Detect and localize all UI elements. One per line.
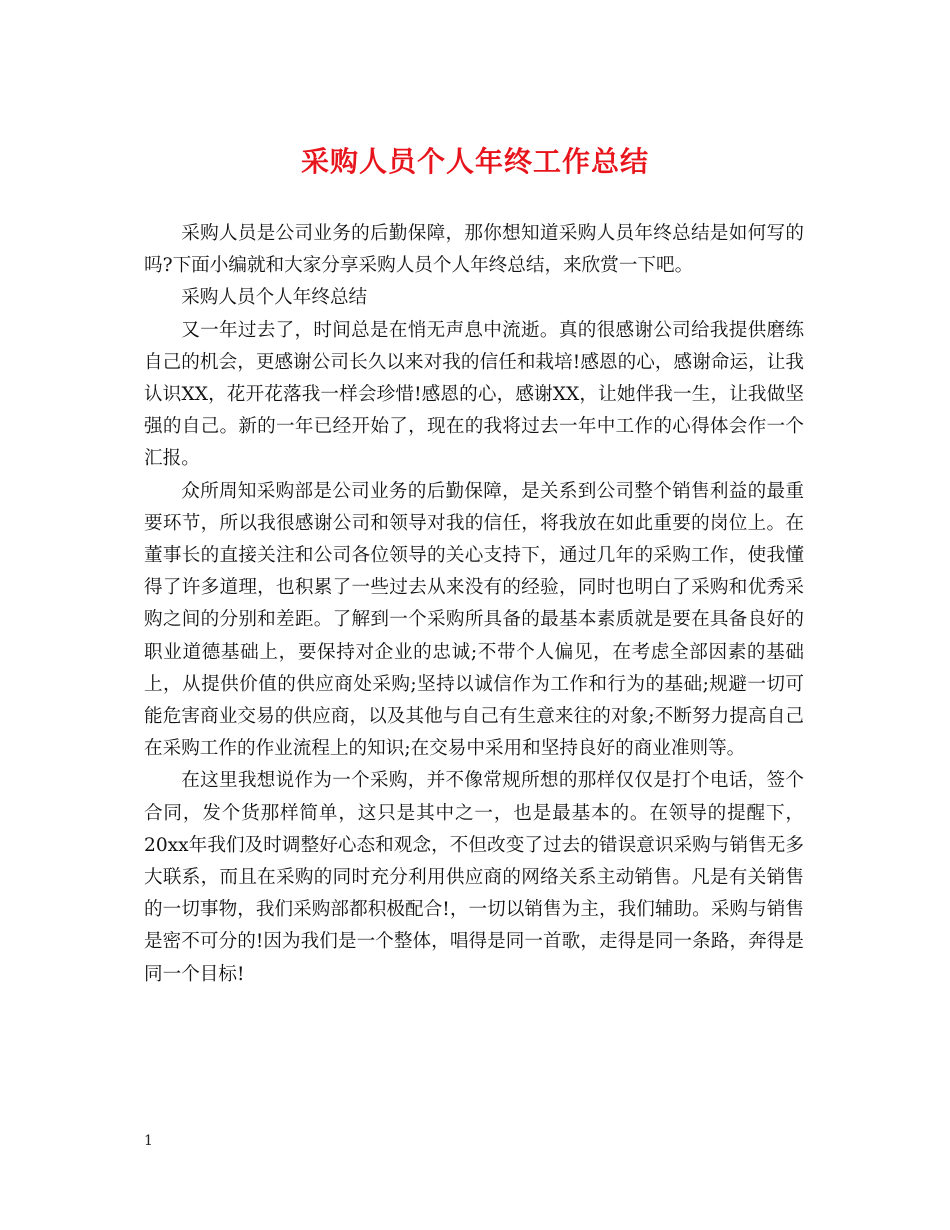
document-title: 采购人员个人年终工作总结 xyxy=(300,145,649,178)
paragraph-subtitle: 采购人员个人年终总结 xyxy=(181,287,368,309)
document-body xyxy=(144,218,804,991)
paragraph-1: 又一年过去了，时间总是在悄无声息中流逝。真的很感谢公司给我提供磨练自己的机会，更感谢公司长久以来对我的信任和栽培!感恩的心，感谢命运，让我认识XX，花开花落我一样会珍惜!感恩的心，感谢XX，让她伴我一生，让我做坚强的自己。新的一年已经开始了，现在的我将过去一年中工作的心得体会作一个汇报。 xyxy=(144,319,804,470)
paragraph-intro: 采购人员是公司业务的后勤保障，那你想知道采购人员年终总结是如何写的吗?下面小编就和大家分享采购人员个人年终总结，来欣赏一下吧。 xyxy=(144,223,804,277)
paragraph-2: 众所周知采购部是公司业务的后勤保障，是关系到公司整个销售利益的最重要环节，所以我很感谢公司和领导对我的信任，将我放在如此重要的岗位上。在董事长的直接关注和公司各位领导的关心支持下，通过几年的采购工作，使我懂得了许多道理，也积累了一些过去从来没有的经验，同时也明白了采购和优秀采购之间的分别和差距。了解到一个采购所具备的最基本素质就是要在具备良好的职业道德基础上，要保持对企业的忠诚;不带个人偏见，在考虑全部因素的基础上，从提供价值的供应商处采购;坚持以诚信作为工作和行为的基础;规避一切可能危害商业交易的供应商，以及其他与自己有生意来往的对象;不断努力提高自己在采购工作的作业流程上的知识;在交易中采用和坚持良好的商业准则等。 xyxy=(144,480,804,760)
page-number: 1 xyxy=(144,1133,153,1149)
paragraph-3: 在这里我想说作为一个采购，并不像常规所想的那样仅仅是打个电话，签个合同，发个货那样简单，这只是其中之一，也是最基本的。在领导的提醒下，20xx年我们及时调整好心态和观念，不但改变了过去的错误意识采购与销售无多大联系，而且在采购的同时充分利用供应商的网络关系主动销售。凡是有关销售的一切事物，我们采购部都积极配合!，一切以销售为主，我们辅助。采购与销售是密不可分的!因为我们是一个整体，唱得是同一首歌，走得是同一条路，奔得是同一个目标! xyxy=(144,770,804,985)
